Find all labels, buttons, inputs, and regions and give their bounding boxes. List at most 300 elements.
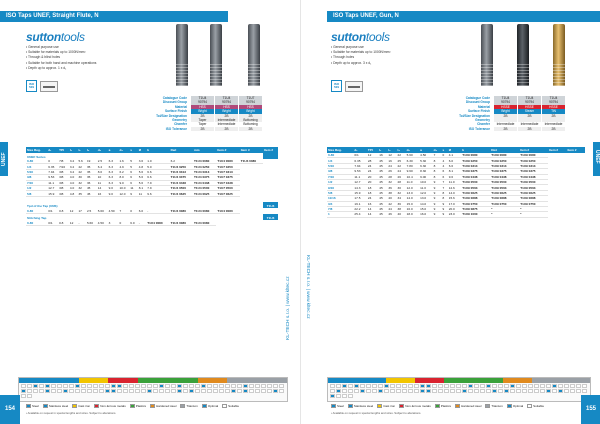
table-cell: 5.6: [138, 180, 147, 185]
table-cell: *: [519, 212, 548, 217]
table-cell: 5.0: [146, 164, 169, 169]
material-cell: [51, 384, 56, 388]
legend-swatch: [94, 404, 99, 408]
table-cell: T1U4 0080: [193, 159, 216, 164]
table-cell: 40: [397, 212, 406, 217]
brand-logo: [26, 30, 85, 44]
material-cell: [348, 389, 353, 393]
table-cell: 45: [86, 191, 97, 196]
material-cell: [348, 384, 353, 388]
material-cell: [183, 389, 188, 393]
material-cell: [492, 384, 497, 388]
table-cell: 5.6: [77, 159, 86, 164]
material-cell: [207, 384, 212, 388]
table-cell: 26: [397, 174, 406, 179]
table-cell: 3/8: [58, 180, 69, 185]
table-cell: 7: [442, 179, 448, 184]
table-cell: 6: [442, 169, 448, 174]
legend-label: Hardened steel: [156, 404, 177, 408]
table-cell: 45: [378, 179, 387, 184]
table-cell: 5.60: [406, 153, 419, 158]
material-cell: [255, 384, 260, 388]
table-cell: 16: [387, 158, 396, 163]
spec-value: 2B: [493, 127, 517, 131]
material-cell: [354, 384, 359, 388]
table-cell: 1/2: [327, 179, 353, 184]
table-cell: 7: [433, 153, 442, 158]
material-cell: [183, 384, 188, 388]
table-cell: 11.0: [448, 179, 461, 184]
table-cell: 14: [367, 212, 378, 217]
legend-swatch: [150, 404, 155, 408]
table-cell: T1U9 0500: [519, 179, 548, 184]
table-cell: T1U9 0080: [461, 153, 490, 158]
spec-value: Intermediate: [541, 122, 565, 126]
material-cell: [39, 384, 44, 388]
feature-item: • Suitable for materials up to 1000N/mm²: [26, 50, 86, 55]
table-cell: 17: [77, 208, 86, 213]
table-cell: 2.5: [97, 159, 108, 164]
material-cell: [432, 389, 437, 393]
table-cell: 5.6: [138, 175, 147, 180]
material-cell: [510, 384, 515, 388]
material-cell: [336, 394, 341, 398]
table-cell: T1U4 0625: [193, 191, 216, 196]
table-cell: 7: [118, 208, 129, 213]
material-cell: [75, 389, 80, 393]
material-cell: [336, 389, 341, 393]
page-number: 154: [0, 395, 20, 424]
spec-value: HSS: [214, 105, 238, 109]
table-cell: T1U9 0438: [490, 174, 519, 179]
spec-label: Chamfer: [477, 122, 490, 127]
table-cell: 7/8: [327, 206, 353, 211]
material-cell: [522, 384, 527, 388]
material-cell: [153, 384, 158, 388]
table-cell: 15.9: [353, 190, 366, 195]
legend-label: Stainless steel: [48, 404, 69, 408]
feature-list: [26, 45, 96, 71]
legend-label: Steel: [32, 404, 39, 408]
legend-label: Optimal: [512, 404, 524, 408]
material-cell: [219, 389, 224, 393]
table-cell: 6.3: [108, 169, 119, 174]
legend-label: Optimal: [207, 404, 219, 408]
material-cell: [117, 384, 122, 388]
column-header: l₁: [69, 147, 78, 153]
legend-item: [26, 404, 39, 408]
material-cell: [516, 384, 521, 388]
table-cell: 9: [433, 201, 442, 206]
material-cell: [378, 384, 383, 388]
table-cell: T1U9 0563: [461, 185, 490, 190]
column-header: l₃: [397, 147, 406, 153]
material-cell: [267, 384, 272, 388]
table-cell: 9: [433, 185, 442, 190]
table-cell: 3: [108, 220, 119, 225]
material-cell: [486, 384, 491, 388]
spec-label: Material: [174, 104, 187, 109]
table-cell: 22: [77, 169, 86, 174]
material-cell: [249, 384, 254, 388]
legend-swatch: [130, 404, 135, 408]
material-cell: [231, 389, 236, 393]
material-cell: [33, 389, 38, 393]
spec-label: Material: [477, 104, 490, 109]
material-cell: [498, 389, 503, 393]
table-cell: 6.35: [47, 164, 58, 169]
material-color-bar: [19, 378, 287, 383]
table-cell: 24: [397, 169, 406, 174]
material-cell: [27, 384, 32, 388]
column-header: l₂: [387, 147, 396, 153]
table-cell: 12: [387, 153, 396, 158]
table-cell: 6: [129, 175, 138, 180]
table-cell: 6.3: [108, 175, 119, 180]
table-cell: 6.6: [146, 169, 169, 174]
column-header: TPI: [367, 147, 378, 153]
table-cell: 35: [77, 191, 86, 196]
spec-value: HSSE: [517, 105, 541, 109]
table-cell: 32: [397, 190, 406, 195]
table-cell: 15.0: [406, 201, 419, 206]
table-cell: 3.6: [138, 159, 147, 164]
table-cell: 15.6: [448, 196, 461, 201]
material-cell: [468, 384, 473, 388]
material-cell: [552, 384, 557, 388]
table-cell: T1U9 0750: [490, 201, 519, 206]
table-cell: 3.2: [69, 159, 78, 164]
legend-label: Hardened steel: [461, 404, 482, 408]
spec-value: HSSE: [541, 105, 565, 109]
spec-value: Intermediate: [493, 122, 517, 126]
table-cell: T1U4 0250: [193, 164, 216, 169]
publisher-text: KL-TECH s.r.o. | www.kltec.cz: [286, 276, 291, 340]
material-cell: [153, 389, 158, 393]
spec-label: Geometry: [172, 117, 187, 122]
material-cell: [492, 389, 497, 393]
table-cell: 1: [327, 212, 353, 217]
material-cell: [396, 389, 401, 393]
table-cell: T1U4 0500: [170, 185, 193, 190]
table-cell: 12.0: [406, 185, 419, 190]
table-cell: 45: [378, 212, 387, 217]
material-cell: [63, 389, 68, 393]
material-cell: [402, 384, 407, 388]
table-cell: T1U4 0080: [193, 220, 216, 225]
spec-value: Taper: [190, 122, 214, 126]
table-cell: 9/16: [327, 185, 353, 190]
table-cell: 20.0: [448, 206, 461, 211]
spec-label: Catalogue Code: [162, 96, 187, 100]
spec-value: 2B: [493, 114, 517, 118]
table-cell: 13.0: [406, 190, 419, 195]
table-cell: 23.0: [448, 212, 461, 217]
spec-label: Catalogue Code: [465, 96, 490, 100]
logo-light: tools: [365, 30, 390, 44]
table-cell: 4.0: [69, 185, 78, 190]
table-cell: 7: [442, 185, 448, 190]
table-cell: 8: [442, 196, 448, 201]
table-cell: 24: [367, 196, 378, 201]
table-cell: 6.3: [108, 180, 119, 185]
column-header: Item #: [548, 147, 566, 153]
table-cell: 8.1: [448, 169, 461, 174]
spec-label: Chamfer: [174, 122, 187, 127]
material-cell: [504, 389, 509, 393]
table-cell: T1U4 0500: [193, 185, 216, 190]
legend-item: [377, 404, 395, 408]
material-cell: [213, 384, 218, 388]
material-cell: [384, 384, 389, 388]
material-cell: [558, 389, 563, 393]
table-cell: 0-80: [26, 220, 47, 225]
material-cell: [177, 389, 182, 393]
table-cell: 34: [397, 196, 406, 201]
section-tab-label: UNEF: [1, 152, 7, 166]
spec-value: Intermediate: [517, 122, 541, 126]
material-cell: [57, 389, 62, 393]
material-cell: [498, 384, 503, 388]
legend-item: [348, 404, 373, 408]
table-cell: T1U9 0875: [461, 206, 490, 211]
material-cell: [75, 384, 80, 388]
table-cell: 22: [397, 163, 406, 168]
table-cell: 6.4: [97, 164, 108, 169]
table-cell: 18: [367, 190, 378, 195]
material-cell: [129, 384, 134, 388]
material-cell: [219, 384, 224, 388]
spec-value: Bottoming: [238, 122, 262, 126]
material-cell: [189, 384, 194, 388]
material-cell: [141, 384, 146, 388]
tap-image: [248, 24, 260, 86]
table-cell: T1U4 0250: [170, 164, 193, 169]
column-header: Ø: [448, 147, 461, 153]
tap-image: [517, 24, 529, 86]
legend-item: [72, 404, 90, 408]
table-cell: 6.2: [118, 169, 129, 174]
spec-row: [138, 127, 262, 131]
material-cell: [57, 384, 62, 388]
material-cell: [420, 389, 425, 393]
spec-value: HSS: [238, 105, 262, 109]
legend-label: Suitable: [228, 404, 240, 408]
material-cell: [159, 384, 164, 388]
table-cell: 0: [129, 208, 138, 213]
table-cell: 0/1: [353, 153, 366, 158]
table-cell: T1U9 0313: [519, 163, 548, 168]
material-cell: [378, 389, 383, 393]
tap-image: [553, 24, 565, 86]
page-title: ISO Taps UNEF, Straight Flute, N: [0, 11, 228, 22]
spec-label: ISO Tolerance: [468, 126, 490, 131]
legend-label: Plastics: [135, 404, 147, 408]
table-cell: 12.0: [118, 191, 129, 196]
material-cell: [195, 384, 200, 388]
spec-value: 90794: [517, 100, 541, 104]
spec-value: HSSE: [493, 105, 517, 109]
legend-item: [130, 404, 146, 408]
table-cell: 22: [397, 153, 406, 158]
material-cell: [279, 384, 284, 388]
table-cell: 11.1: [353, 174, 366, 179]
material-cell: [105, 389, 110, 393]
column-header: mm: [193, 147, 216, 153]
table-cell: T1U4 0313: [170, 169, 193, 174]
material-cell: [342, 384, 347, 388]
spec-value: T1U4: [541, 96, 565, 100]
spec-value: 90794: [541, 100, 565, 104]
spec-value: Intermediate: [214, 118, 238, 122]
material-cell: [279, 389, 284, 393]
material-cell: [123, 384, 128, 388]
material-cell: [213, 389, 218, 393]
table-cell: T1U9 0625: [490, 190, 519, 195]
material-cell: [81, 384, 86, 388]
column-header: a: [108, 147, 119, 153]
legend-label: Cast iron: [383, 404, 396, 408]
table-cell: T1U9 0250: [519, 158, 548, 163]
table-cell: T1U9 0688: [519, 196, 548, 201]
table-cell: T1U7 0625: [216, 191, 239, 196]
table-cell: 0-80: [26, 159, 47, 164]
table-cell: T1U9 0438: [461, 174, 490, 179]
footnote: • Available on request in special lengths and sizes. Subject to alterations.: [331, 411, 422, 415]
table-cell: 24: [367, 163, 378, 168]
table-cell: 19: [86, 159, 97, 164]
legend-swatch: [377, 404, 382, 408]
material-cell: [117, 389, 122, 393]
column-header: d₂: [406, 147, 419, 153]
spec-value: Steam: [517, 109, 541, 113]
material-cell: [552, 389, 557, 393]
material-cell: [372, 389, 377, 393]
table-cell: 3/8: [58, 169, 69, 174]
material-cell: [396, 384, 401, 388]
table-cell: 24: [387, 163, 396, 168]
table-cell: 20: [367, 179, 378, 184]
table-cell: 7/16: [26, 180, 47, 185]
table-cell: T1U9 0625: [519, 190, 548, 195]
table-cell: 9: [442, 206, 448, 211]
table-cell: 30: [77, 175, 86, 180]
material-cell: [255, 389, 260, 393]
table-cell: 10.0: [118, 185, 129, 190]
table-row: [327, 212, 585, 217]
table-cell: T1U9 1000: [461, 212, 490, 217]
table-cell: 28: [387, 174, 396, 179]
table-cell: -: [77, 220, 86, 225]
column-header: d₃: [118, 147, 129, 153]
spec-value: 2B: [214, 127, 238, 131]
feature-item: • General purpose use: [26, 45, 59, 49]
section-badge: T1U4: [263, 214, 278, 221]
table-cell: T1U4 0080: [170, 208, 193, 213]
material-cell: [243, 384, 248, 388]
material-cell: [438, 389, 443, 393]
table-cell: 7.94: [353, 163, 366, 168]
material-matrix: [327, 377, 591, 402]
material-cell: [261, 389, 266, 393]
table-cell: 13.0: [419, 196, 432, 201]
legend-item: [527, 404, 544, 408]
material-cell: [225, 389, 230, 393]
material-cell: [93, 384, 98, 388]
legend-swatch: [72, 404, 77, 408]
table-cell: 8: [433, 158, 442, 163]
column-header: b: [461, 147, 490, 153]
column-header: s: [129, 147, 138, 153]
table-cell: 10.0: [419, 179, 432, 184]
material-cell: [45, 384, 50, 388]
material-cell: [528, 384, 533, 388]
table-cell: 20: [367, 174, 378, 179]
material-cell: [360, 389, 365, 393]
feature-item: • General purpose use: [331, 45, 364, 49]
table-cell: 45: [378, 174, 387, 179]
legend-swatch: [202, 404, 207, 408]
table-cell: 3/8: [327, 169, 353, 174]
table-cell: 7/16: [327, 174, 353, 179]
table-cell: 28: [397, 179, 406, 184]
table-cell: 45: [378, 190, 387, 195]
material-cell: [456, 389, 461, 393]
table-cell: T1U9 0750: [461, 201, 490, 206]
table-cell: 5/8: [327, 190, 353, 195]
material-cell: [576, 389, 581, 393]
table-cell: 9: [129, 191, 138, 196]
material-cell: [39, 389, 44, 393]
column-header: Item #: [216, 147, 239, 153]
table-cell: 14: [367, 206, 378, 211]
spec-value: 2B: [190, 127, 214, 131]
legend-swatch: [348, 404, 353, 408]
spec-value: 90794: [190, 100, 214, 104]
table-cell: 35: [86, 169, 97, 174]
table-cell: 8: [433, 174, 442, 179]
table-cell: T1U7 0313: [216, 169, 239, 174]
table-cell: 38: [397, 206, 406, 211]
table-cell: 12: [69, 220, 78, 225]
material-cell: [129, 389, 134, 393]
material-cell: [558, 384, 563, 388]
legend-item: [150, 404, 176, 408]
table-cell: 16: [367, 201, 378, 206]
material-cell: [546, 384, 551, 388]
column-header: s: [442, 147, 448, 153]
table-cell: 12.6: [448, 185, 461, 190]
table-cell: 10.4: [406, 174, 419, 179]
material-cell: [141, 389, 146, 393]
legend-item: [399, 404, 431, 408]
table-cell: 0/1: [47, 220, 58, 225]
table-cell: 8.0: [97, 169, 108, 174]
right-page: [300, 0, 600, 424]
table-cell: 4: [442, 158, 448, 163]
material-cell: [87, 384, 92, 388]
material-cell: [135, 384, 140, 388]
material-cell: [99, 384, 104, 388]
spec-value: Intermediate: [214, 122, 238, 126]
spec-label: Discount Group: [465, 100, 490, 105]
column-header: l₃: [86, 147, 97, 153]
table-cell: T1U4 0080: [146, 220, 169, 225]
material-cell: [432, 384, 437, 388]
column-header: l₂: [77, 147, 86, 153]
table-cell: 6.35: [353, 158, 366, 163]
table-cell: T1U4 0080: [240, 159, 263, 164]
